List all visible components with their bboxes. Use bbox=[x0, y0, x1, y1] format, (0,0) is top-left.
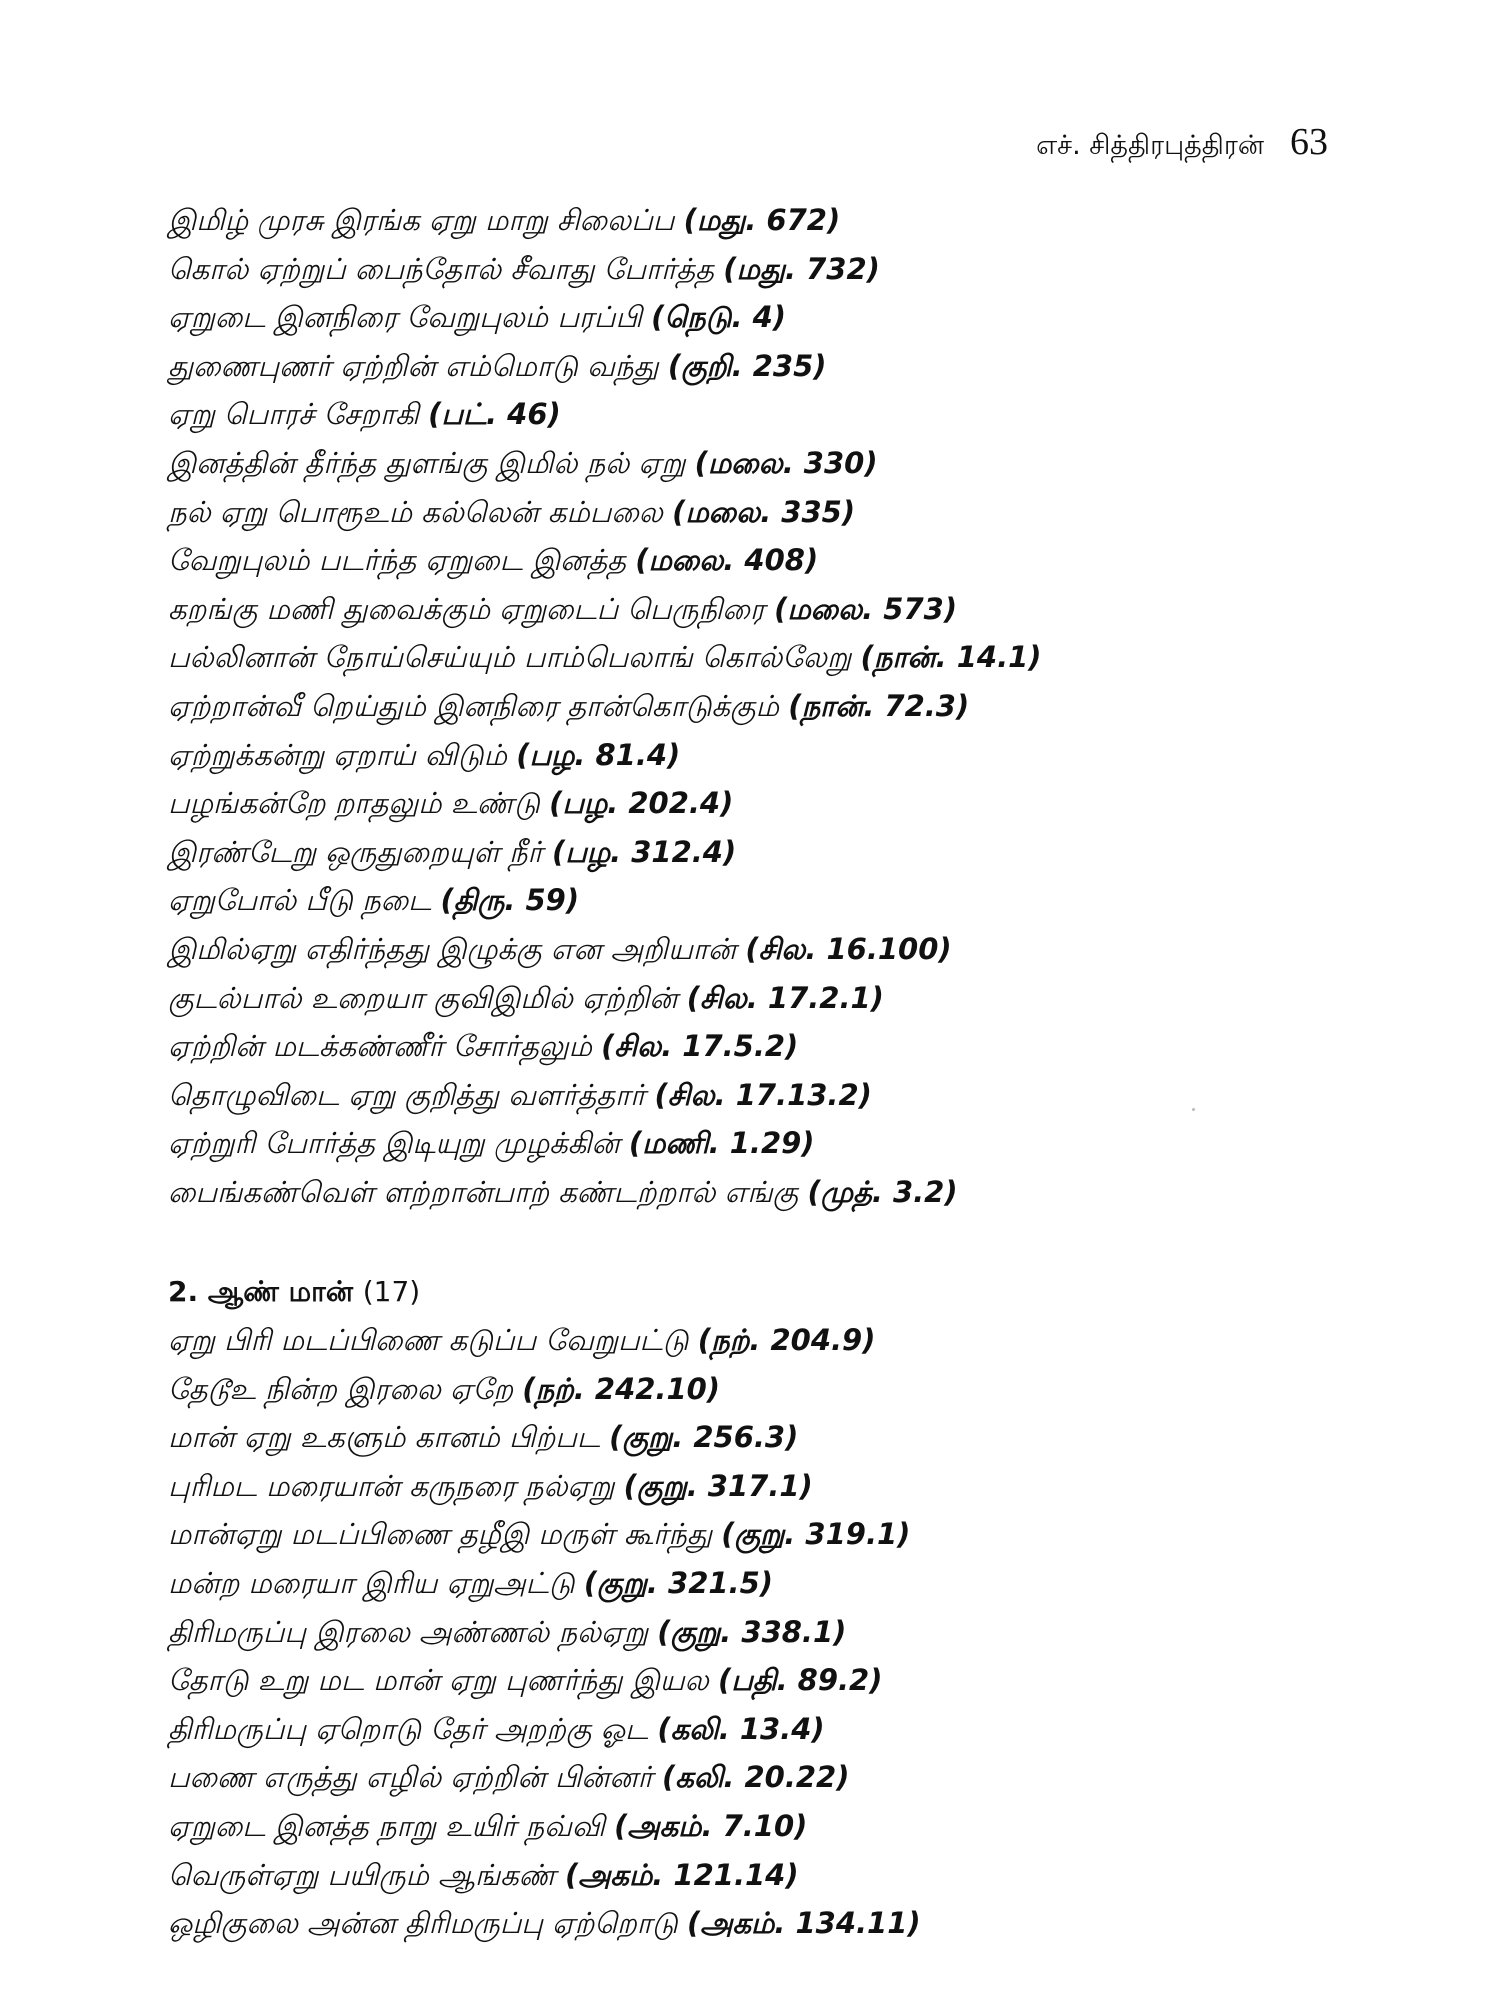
verse-line bbox=[168, 1510, 921, 1559]
verse-reference: (அகம். 134.11) bbox=[686, 1906, 921, 1941]
verse-reference: (மது. 732) bbox=[723, 251, 880, 286]
verse-text: ஏறு பிரி மடப்பிணை கடுப்ப வேறுபட்டு bbox=[168, 1323, 689, 1357]
verse-reference: (நற். 242.10) bbox=[522, 1371, 721, 1406]
verse-reference: (குறு. 321.5) bbox=[583, 1565, 774, 1600]
verse-reference: (பதி. 89.2) bbox=[717, 1663, 883, 1698]
verse-reference: (பழ. 312.4) bbox=[551, 834, 737, 869]
verse-line bbox=[168, 1705, 921, 1754]
verse-reference: (மலை. 408) bbox=[635, 543, 819, 578]
verse-reference: (நெடு. 4) bbox=[651, 300, 787, 335]
verse-line bbox=[168, 293, 1042, 342]
verse-reference: (மணி. 1.29) bbox=[628, 1126, 815, 1161]
page-number: 63 bbox=[1290, 121, 1328, 163]
verse-reference: (பழ. 202.4) bbox=[549, 786, 734, 821]
verse-line bbox=[168, 342, 1042, 391]
verse-line bbox=[168, 1802, 921, 1851]
verse-reference: (குறு. 338.1) bbox=[657, 1614, 847, 1649]
verse-text: ஒழிகுலை அன்ன திரிமருப்பு ஏற்றொடு bbox=[168, 1906, 678, 1941]
verse-line bbox=[168, 1168, 1042, 1217]
verse-line bbox=[168, 1462, 921, 1511]
verse-line bbox=[168, 876, 1042, 925]
verse-reference: (கலி. 13.4) bbox=[657, 1711, 825, 1746]
verse-line bbox=[168, 1365, 921, 1414]
verse-reference: (பழ. 81.4) bbox=[516, 737, 681, 772]
verse-line bbox=[168, 1071, 1042, 1120]
verse-line bbox=[168, 1119, 1042, 1168]
verse-reference: (மலை. 330) bbox=[694, 445, 878, 480]
verse-line bbox=[168, 439, 1042, 488]
verse-reference: (சில. 17.2.1) bbox=[686, 980, 884, 1015]
verse-reference: (குறு. 256.3) bbox=[609, 1420, 799, 1455]
verse-text: கறங்கு மணி துவைக்கும் ஏறுடைப் பெருநிரை bbox=[168, 591, 765, 626]
verse-reference: (நற். 204.9) bbox=[697, 1323, 876, 1357]
verse-text: தொழுவிடை ஏறு குறித்து வளர்த்தார் bbox=[168, 1077, 646, 1112]
verse-text: தேடூஉ நின்ற இரலை ஏறே bbox=[168, 1371, 513, 1406]
verse-line bbox=[168, 828, 1042, 877]
verse-text: கொல் ஏற்றுப் பைந்தோல் சீவாது போர்த்த bbox=[168, 251, 715, 286]
verse-list-1 bbox=[168, 196, 1042, 1216]
verse-text: புரிமட மரையான் கருநரை நல்ஏறு bbox=[168, 1468, 615, 1503]
verse-text: இரண்டேறு ஒருதுறையுள் நீர் bbox=[168, 834, 543, 869]
verse-text: இமில்ஏறு எதிர்ந்தது இழுக்கு என அறியான் bbox=[168, 931, 737, 966]
verse-text: ஏறு பொரச் சேறாகி bbox=[168, 397, 419, 432]
verse-text: இமிழ் முரசு இரங்க ஏறு மாறு சிலைப்ப bbox=[168, 203, 675, 237]
section-count: (17) bbox=[362, 1275, 421, 1308]
scan-speck bbox=[1192, 1108, 1195, 1111]
verse-reference: (சில. 16.100) bbox=[745, 931, 952, 966]
verse-line bbox=[168, 974, 1042, 1023]
verse-text: வேறுபுலம் படர்ந்த ஏறுடை இனத்த bbox=[168, 543, 626, 578]
running-header bbox=[1036, 120, 1328, 165]
verse-line bbox=[168, 925, 1042, 974]
verse-line bbox=[168, 1022, 1042, 1071]
verse-text: தோடு உறு மட மான் ஏறு புணர்ந்து இயல bbox=[168, 1663, 709, 1698]
verse-line bbox=[168, 1753, 921, 1802]
verse-text: மான் ஏறு உகளும் கானம் பிற்பட bbox=[168, 1420, 600, 1455]
verse-text: துணைபுணர் ஏற்றின் எம்மொடு வந்து bbox=[168, 348, 659, 383]
verse-text: திரிமருப்பு ஏறொடு தேர் அறற்கு ஓட bbox=[168, 1711, 649, 1746]
verse-text: ஏற்றுக்கன்று ஏறாய் விடும் bbox=[168, 737, 507, 772]
verse-reference: (மலை. 335) bbox=[672, 494, 856, 529]
section-heading bbox=[168, 1275, 420, 1312]
verse-reference: (மது. 672) bbox=[683, 203, 841, 237]
verse-reference: (நான். 72.3) bbox=[788, 688, 970, 723]
verse-reference: (பட். 46) bbox=[428, 397, 561, 432]
verse-text: ஏற்றின் மடக்கண்ணீர் சோர்தலும் bbox=[168, 1029, 592, 1064]
verse-text: வெருள்ஏறு பயிரும் ஆங்கண் bbox=[168, 1857, 556, 1892]
verse-line bbox=[168, 390, 1042, 439]
verse-line bbox=[168, 633, 1042, 682]
verse-reference: (கலி. 20.22) bbox=[662, 1760, 850, 1795]
verse-reference: (குறு. 317.1) bbox=[623, 1468, 813, 1503]
verse-text: ஏறுடை இனத்த நாறு உயிர் நவ்வி bbox=[168, 1808, 605, 1843]
verse-line bbox=[168, 1656, 921, 1705]
verse-text: நல் ஏறு பொரூஉம் கல்லென் கம்பலை bbox=[168, 494, 663, 529]
verse-reference: (நான். 14.1) bbox=[860, 640, 1042, 675]
verse-text: ஏற்றுரி போர்த்த இடியுறு முழக்கின் bbox=[168, 1126, 620, 1161]
verse-reference: (முத். 3.2) bbox=[807, 1174, 958, 1209]
verse-text: பழங்கன்றே றாதலும் உண்டு bbox=[168, 786, 540, 821]
verse-text: குடல்பால் உறையா குவிஇமில் ஏற்றின் bbox=[168, 980, 678, 1015]
verse-line bbox=[168, 731, 1042, 780]
verse-line bbox=[168, 196, 1042, 245]
verse-text: மான்ஏறு மடப்பிணை தழீஇ மருள் கூர்ந்து bbox=[168, 1517, 712, 1552]
verse-reference: (குறி. 235) bbox=[667, 348, 827, 383]
verse-reference: (அகம். 7.10) bbox=[614, 1808, 808, 1843]
verse-reference: (மலை. 573) bbox=[774, 591, 958, 626]
verse-line bbox=[168, 585, 1042, 634]
verse-text: பல்லினான் நோய்செய்யும் பாம்பெலாங் கொல்லேறு bbox=[168, 640, 852, 675]
verse-line bbox=[168, 1316, 921, 1365]
verse-text: திரிமருப்பு இரலை அண்ணல் நல்ஏறு bbox=[168, 1614, 648, 1649]
verse-reference: (குறு. 319.1) bbox=[721, 1517, 911, 1552]
verse-line bbox=[168, 779, 1042, 828]
verse-text: ஏறுடை இனநிரை வேறுபுலம் பரப்பி bbox=[168, 300, 642, 335]
verse-text: பணை எருத்து எழில் ஏற்றின் பின்னர் bbox=[168, 1760, 653, 1795]
verse-reference: (திரு. 59) bbox=[440, 883, 580, 918]
verse-line bbox=[168, 536, 1042, 585]
verse-line bbox=[168, 682, 1042, 731]
verse-reference: (சில. 17.13.2) bbox=[654, 1077, 872, 1112]
verse-line bbox=[168, 245, 1042, 294]
section-title: 2. ஆண் மான் bbox=[168, 1275, 353, 1308]
verse-line bbox=[168, 488, 1042, 537]
verse-text: இனத்தின் தீர்ந்த துளங்கு இமில் நல் ஏறு bbox=[168, 445, 686, 480]
verse-list-2 bbox=[168, 1316, 921, 1948]
verse-line bbox=[168, 1608, 921, 1657]
verse-text: மன்ற மரையா இரிய ஏறுஅட்டு bbox=[168, 1565, 575, 1600]
verse-line bbox=[168, 1559, 921, 1608]
verse-line bbox=[168, 1851, 921, 1900]
verse-reference: (சில. 17.5.2) bbox=[601, 1029, 799, 1064]
verse-line bbox=[168, 1413, 921, 1462]
verse-text: ஏறுபோல் பீடு நடை bbox=[168, 883, 432, 918]
header-author: எச். சித்திரபுத்திரன் bbox=[1036, 130, 1264, 161]
verse-reference: (அகம். 121.14) bbox=[564, 1857, 799, 1892]
verse-text: ஏற்றான்வீ றெய்தும் இனநிரை தான்கொடுக்கும் bbox=[168, 688, 779, 723]
verse-line bbox=[168, 1899, 921, 1948]
verse-text: பைங்கண்வெள் ளற்றான்பாற் கண்டற்றால் எங்கு bbox=[168, 1174, 799, 1209]
